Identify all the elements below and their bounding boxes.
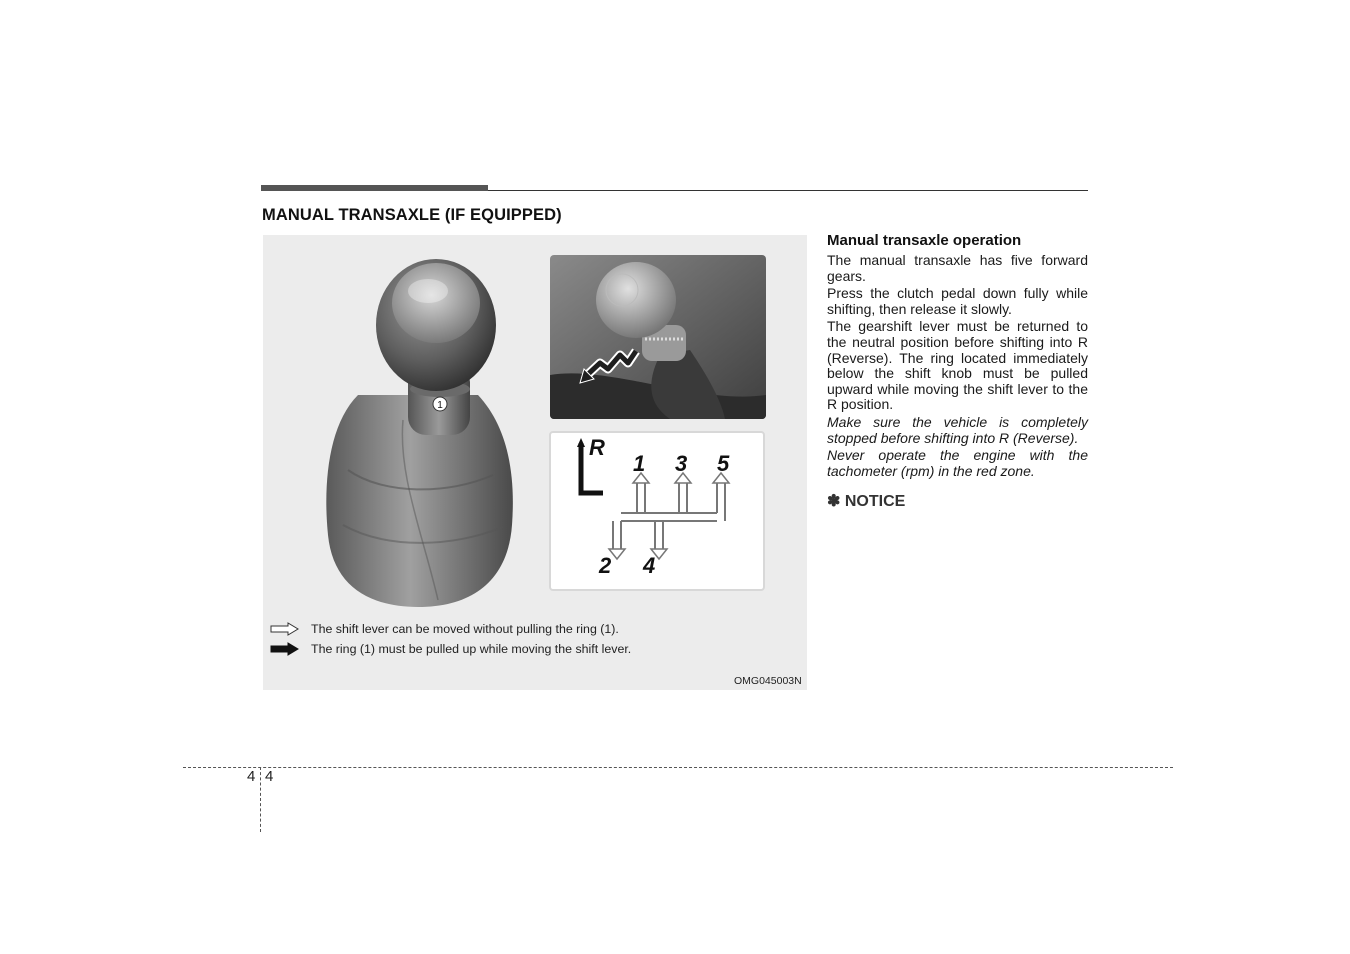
legend-text: The shift lever can be moved without pulling the ring (1). (311, 622, 619, 636)
page-number: 4 (265, 768, 274, 785)
shift-pattern-box (549, 431, 765, 591)
figure-code: OMG045003N (734, 675, 802, 687)
gear-knob-illustration (288, 255, 538, 615)
gear-label-1: 1 (633, 451, 646, 476)
outline-arrow-icon (270, 622, 300, 636)
shift-knob-photo (550, 255, 766, 419)
legend-row (270, 640, 631, 658)
body-paragraph: Press the clutch pedal down fully while shifting, then release it slowly. (827, 285, 1088, 317)
notice-heading: ✽ NOTICE (827, 493, 906, 511)
gear-label-4: 4 (643, 553, 656, 578)
header-rule (488, 190, 1088, 191)
solid-arrow-icon (270, 642, 300, 656)
section-title: MANUAL TRANSAXLE (IF EQUIPPED) (262, 206, 562, 224)
caution-paragraph: Make sure the vehicle is completely stopped before shifting into R (Reverse). (827, 413, 1088, 446)
gear-label-r: R (589, 435, 605, 460)
footer-rule (183, 767, 1173, 768)
content-column (827, 231, 1088, 511)
body-paragraph: The gearshift lever must be returned to the neutral position before shifting into R (Reverse). The ring located immediately below the shift knob must be pulled upward while moving the shift lever to the R position. (827, 318, 1088, 413)
callout-number: 1 (437, 400, 443, 411)
header-accent-bar (261, 185, 488, 191)
gear-label-3: 3 (675, 451, 688, 476)
caution-paragraph: Never operate the engine with the tachometer (rpm) in the red zone. (827, 447, 1088, 479)
body-paragraph: The manual transaxle has five forward gears. (827, 252, 1088, 284)
legend-text: The ring (1) must be pulled up while moving the shift lever. (311, 642, 632, 656)
chapter-number: 4 (247, 768, 256, 785)
legend-row (270, 620, 619, 638)
shift-pattern-diagram (551, 433, 763, 589)
subsection-title: Manual transaxle operation (827, 232, 1022, 249)
gear-label-2: 2 (599, 553, 612, 578)
footer-divider (260, 767, 261, 832)
gear-label-5: 5 (717, 451, 730, 476)
